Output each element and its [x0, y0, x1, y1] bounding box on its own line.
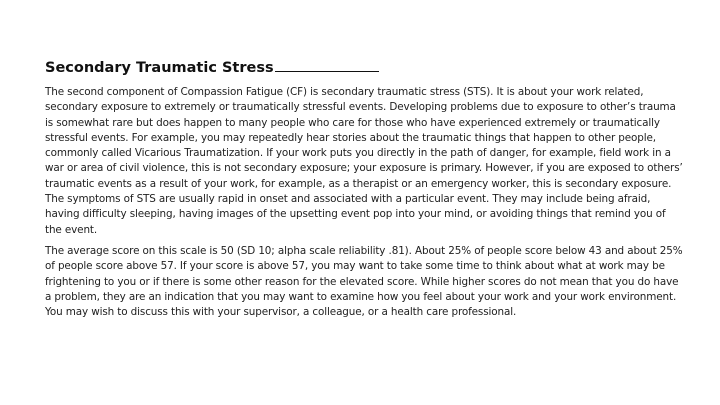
section-heading	[45, 58, 685, 78]
paragraph-sts-description: The second component of Compassion Fatigue (CF) is secondary traumatic stress (STS). It is about your work related, secondary exposure to extremely or traumatically stressful events. Developing problems due to exposure to other’s trauma is somewhat rare but does happen to many people who care for those who have experienced extremely or traumatically stressful events. For example, you may repeatedly hear stories about the traumatic things that happen to other people, commonly called Vicarious Traumatization. If your work puts you directly in the path of danger, for example, field work in a war or area of civil violence, this is not secondary exposure; your exposure is primary. However, if you are exposed to others’ traumatic events as a result of your work, for example, as a therapist or an emergency worker, this is secondary exposure. The symptoms of STS are usually rapid in onset and associated with a particular event. They may include being afraid, having difficulty sleeping, having images of the upsetting event pop into your mind, or avoiding things that remind you of the event.	[45, 86, 683, 236]
heading-underline-rule	[275, 61, 379, 72]
section-heading-text: Secondary Traumatic Stress	[45, 60, 274, 76]
paragraph-score-interpretation: The average score on this scale is 50 (SD 10; alpha scale reliability .81). About 25% of people score below 43 and about 25% of people score above 57. If your score is above 57, you may want to take some time to think about what at work may be frightening to you or if there is some other reason for the elevated score. While higher scores do not mean that you do have a problem, they are an indication that you may want to examine how you feel about your work and your work environment. You may wish to discuss this with your supervisor, a colleague, or a health care professional.	[45, 244, 683, 319]
document-body	[45, 58, 685, 326]
